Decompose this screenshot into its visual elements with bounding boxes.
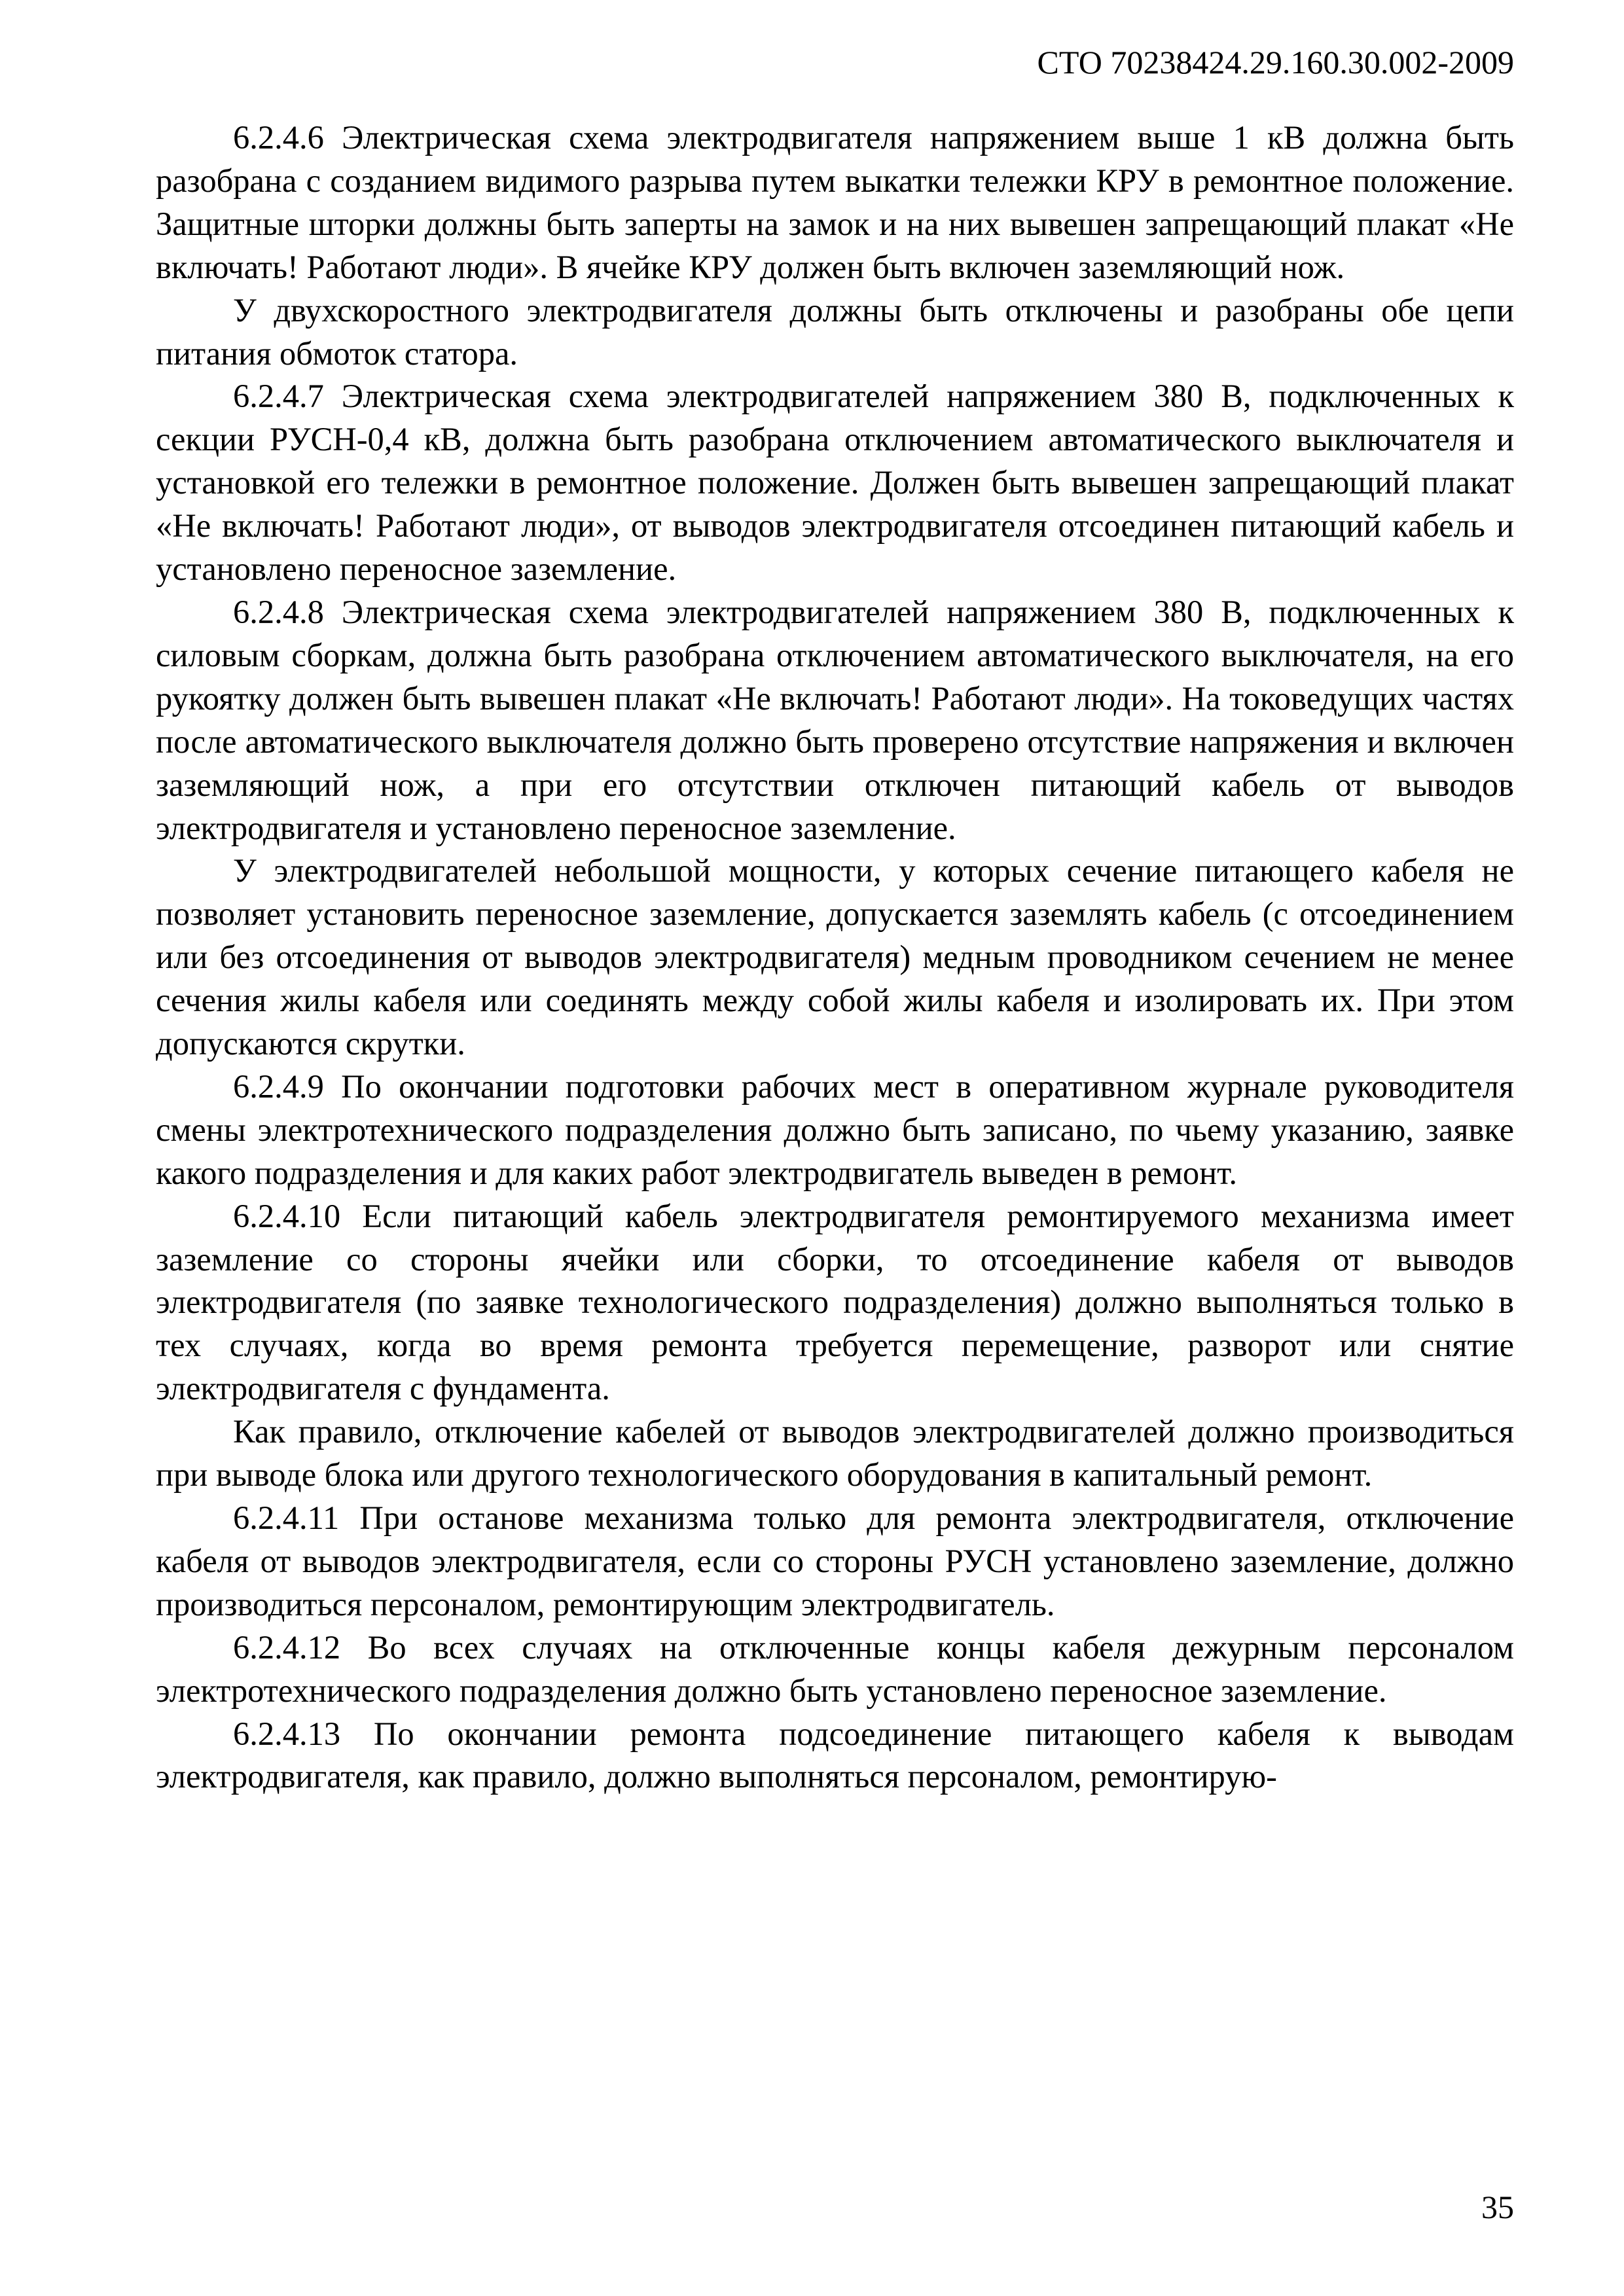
paragraph-6-2-4-9: 6.2.4.9 По окончании подготовки рабочих мест в оперативном журнале руководителя смены электротехнического подразделения должно быть записано, по чьему указанию, заявке какого подразделения и для каких работ электродвигатель выведен в ремонт. bbox=[156, 1067, 1514, 1191]
paragraph-6-2-4-6: 6.2.4.6 Электрическая схема электродвигателя напряжением выше 1 кВ должна быть разобрана с созданием видимого разрыва путем выкатки тележки КРУ в ремонтное положение. Защитные шторки должны быть заперты на замок и на них вывешен запрещающий плакат «Не включать! Работают люди». В ячейке КРУ должен быть включен заземляющий нож. bbox=[156, 119, 1514, 285]
paragraph-6-2-4-11: 6.2.4.11 При останове механизма только для ремонта электродвигателя, отключение кабеля от выводов электродвигателя, если со стороны РУСН установлено заземление, должно производиться персоналом, ремонтирующим электродвигатель. bbox=[156, 1499, 1514, 1623]
paragraph-low-power-motors: У электродвигателей небольшой мощности, у которых сечение питающего кабеля не позволяет установить переносное заземление, допускается заземлять кабель (с отсоединением или без отсоединения от выводов электродвигателя) медным проводником сечением не менее сечения жилы кабеля или соединять между собой жилы кабеля и изолировать их. При этом допускаются скрутки. bbox=[156, 852, 1514, 1062]
document-body bbox=[156, 117, 1514, 1799]
paragraph-6-2-4-10: 6.2.4.10 Если питающий кабель электродвигателя ремонтируемого механизма имеет заземление со стороны ячейки или сборки, то отсоединение кабеля от выводов электродвигателя (по заявке технологического подразделения) должно выполняться только в тех случаях, когда во время ремонта требуется перемещение, разворот или снятие электродвигателя с фундамента. bbox=[156, 1197, 1514, 1407]
paragraph-6-2-4-12: 6.2.4.12 Во всех случаях на отключенные концы кабеля дежурным персоналом электротехнического подразделения должно быть установлено переносное заземление. bbox=[156, 1628, 1514, 1709]
paragraph-6-2-4-8: 6.2.4.8 Электрическая схема электродвигателей напряжением 380 В, подключенных к силовым сборкам, должна быть разобрана отключением автоматического выключателя, на его рукоятку должен быть вывешен плакат «Не включать! Работают люди». На токоведущих частях после автоматического выключателя должно быть проверено отсутствие напряжения и включен заземляющий нож, а при его отсутствии отключен питающий кабель от выводов электродвигателя и установлено переносное заземление. bbox=[156, 593, 1514, 846]
paragraph-6-2-4-13: 6.2.4.13 По окончании ремонта подсоединение питающего кабеля к выводам электродвигателя, как правило, должно выполняться персоналом, ремонтирую- bbox=[156, 1715, 1514, 1795]
paragraph-two-speed-motor: У двухскоростного электродвигателя должны быть отключены и разобраны обе цепи питания обмоток статора. bbox=[156, 291, 1514, 372]
paragraph-6-2-4-7: 6.2.4.7 Электрическая схема электродвигателей напряжением 380 В, подключенных к секции РУСН-0,4 кВ, должна быть разобрана отключением автоматического выключателя и установкой его тележки в ремонтное положение. Должен быть вывешен запрещающий плакат «Не включать! Работают люди», от выводов электродвигателя отсоединен питающий кабель и установлено переносное заземление. bbox=[156, 378, 1514, 588]
page-number: 35 bbox=[1481, 2189, 1514, 2225]
paragraph-cable-disconnection-rule: Как правило, отключение кабелей от выводов электродвигателей должно производиться при выводе блока или другого технологического оборудования в капитальный ремонт. bbox=[156, 1413, 1514, 1494]
document-code-header: СТО 70238424.29.160.30.002-2009 bbox=[1037, 44, 1514, 81]
